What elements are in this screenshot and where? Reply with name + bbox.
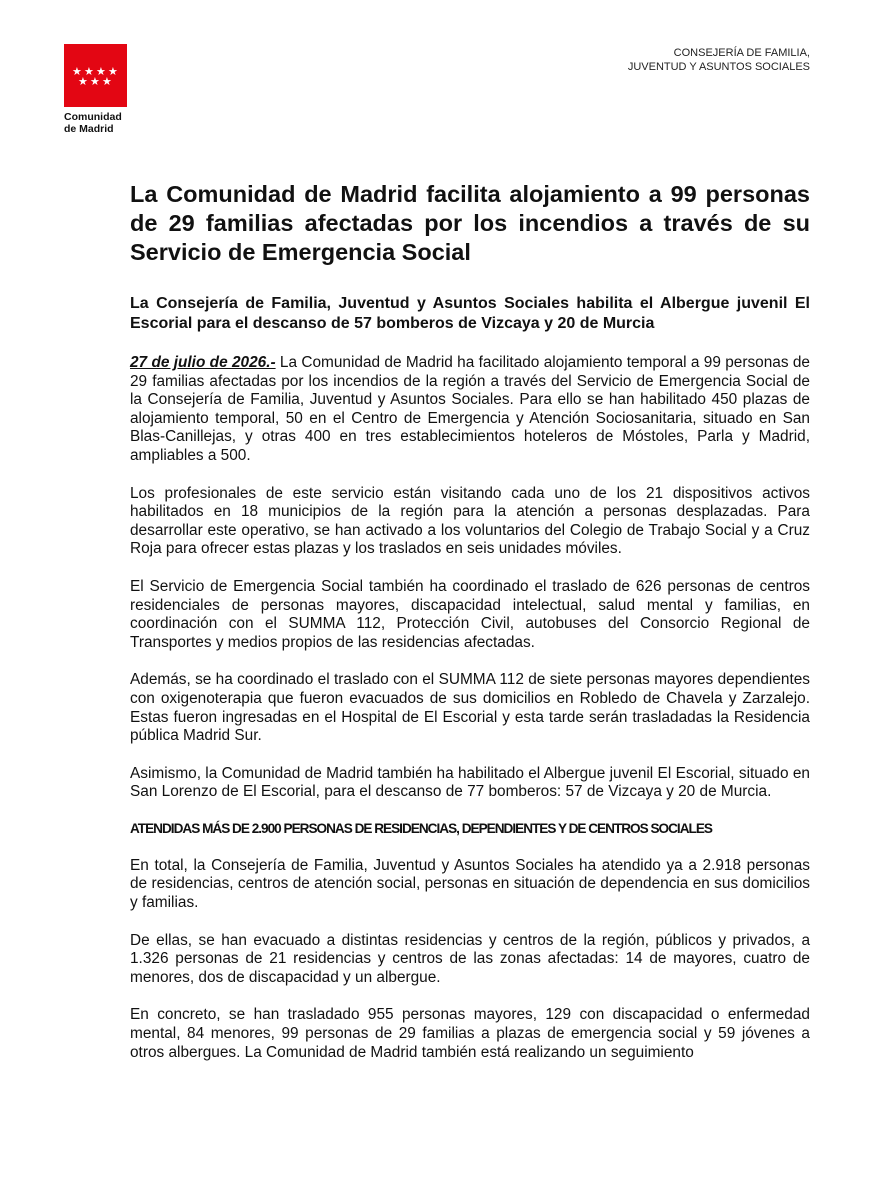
logo-wordmark xyxy=(64,111,128,135)
subheadline: La Consejería de Familia, Juventud y Asuntos Sociales habilita el Albergue juvenil El Escorial para el descanso de 57 bomberos de Vizcaya y 20 de Murcia xyxy=(130,295,810,332)
star-icon: ★ xyxy=(102,75,112,88)
section-heading: ATENDIDAS MÁS DE 2.900 PERSONAS DE RESIDENCIAS, DEPENDIENTES Y DE CENTROS SOCIALES xyxy=(130,820,712,836)
star-icon: ★ xyxy=(84,65,94,78)
logo-text-line1: Comunidad xyxy=(64,111,122,123)
madrid-flag-icon xyxy=(64,44,127,107)
star-icon: ★ xyxy=(96,65,106,78)
paragraph-1 xyxy=(130,354,810,466)
comunidad-de-madrid-logo xyxy=(64,44,128,135)
dateline: 27 de julio de 2026.- xyxy=(130,354,276,371)
headline: La Comunidad de Madrid facilita alojamiento a 99 personas de 29 familias afectadas por los incendios a través de su Servicio de Emergencia Social xyxy=(130,181,810,265)
department-line1: CONSEJERÍA DE FAMILIA, xyxy=(673,47,810,59)
paragraph-7: De ellas, se han evacuado a distintas residencias y centros de la región, públicos y privados, a 1.326 personas de 21 residencias y centros de las zonas afectadas: 14 de mayores, cuatro de menores, dos de discapacidad y un albergue. xyxy=(130,931,810,986)
star-icon: ★ xyxy=(72,65,82,78)
paragraph-2: Los profesionales de este servicio están visitando cada uno de los 21 dispositivos activos habilitados en 18 municipios de la región para la atención a personas desplazadas. Para desarrollar este operativo, se han activado a los voluntarios del Colegio de Trabajo Social y a Cruz Roja para ofrecer estas plazas y los traslados en seis unidades móviles. xyxy=(130,484,810,558)
paragraph-3: El Servicio de Emergencia Social también ha coordinado el traslado de 626 personas de centros residenciales de personas mayores, discapacidad intelectual, salud mental y familias, en coordinación con el SUMMA 112, Protección Civil, autobuses del Consorcio Regional de Transportes y medios propios de las residencias afectadas. xyxy=(130,577,810,651)
star-icon: ★ xyxy=(108,65,118,78)
paragraph-6: En total, la Consejería de Familia, Juventud y Asuntos Sociales ha atendido ya a 2.918 personas de residencias, centros de atención social, personas en situación de dependencia en sus domicilios y familias. xyxy=(130,856,810,912)
paragraph-1-text: La Comunidad de Madrid ha facilitado alojamiento temporal a 99 personas de 29 familias afectadas por los incendios de la región a través del Servicio de Emergencia Social de la Consejería de Familia, Juventud y Asuntos Sociales. Para ello se han habilitado 450 plazas de alojamiento temporal, 50 en el Centro de Emergencia y Atención Sociosanitaria, situado en San Blas-Canillejas, y otras 400 en tres establecimientos hoteleros de Móstoles, Parla y Madrid, ampliables a 500. xyxy=(130,354,810,464)
department-line2: JUVENTUD Y ASUNTOS SOCIALES xyxy=(627,61,810,73)
paragraph-4: Además, se ha coordinado el traslado con el SUMMA 112 de siete personas mayores dependientes con oxigenoterapia que fueron evacuados de sus domicilios en Robledo de Chavela y Zarzalejo. Estas fueron ingresadas en el Hospital de El Escorial y esta tarde serán trasladadas la Residencia pública Madrid Sur. xyxy=(130,671,810,745)
paragraph-8: En concreto, se han trasladado 955 personas mayores, 129 con discapacidad o enfermedad mental, 84 menores, 99 personas de 29 familias a plazas de emergencia social y 59 jóvenes a otros albergues. La Comunidad de Madrid también está realizando un seguimiento xyxy=(130,1006,810,1061)
logo-text-line2: de Madrid xyxy=(64,123,114,135)
paragraph-5: Asimismo, la Comunidad de Madrid también ha habilitado el Albergue juvenil El Escorial, situado en San Lorenzo de El Escorial, para el descanso de 77 bomberos: 57 de Vizcaya y 20 de Murcia. xyxy=(130,764,810,801)
department-header xyxy=(628,46,810,74)
star-icon: ★ xyxy=(78,75,88,88)
star-icon: ★ xyxy=(90,75,100,88)
press-release-body xyxy=(130,180,810,1062)
